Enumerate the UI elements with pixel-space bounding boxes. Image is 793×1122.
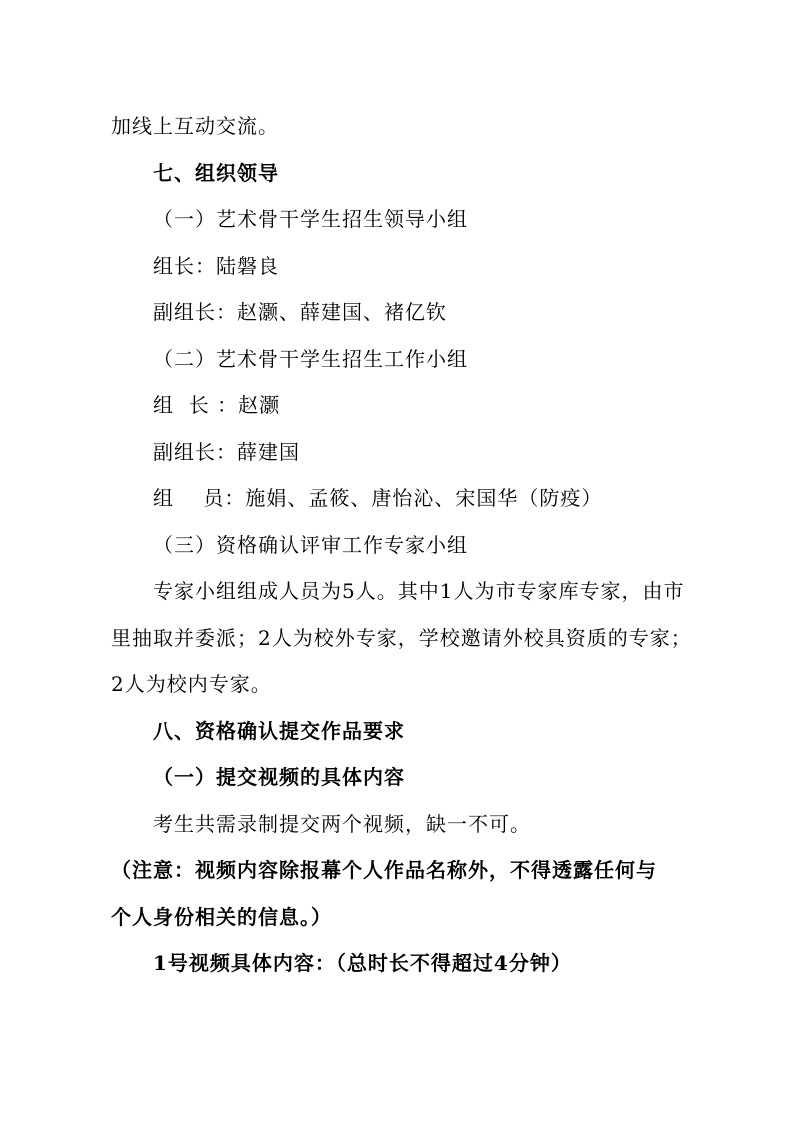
text-line-video-1-content: 1号视频具体内容：（总时长不得超过4分钟） bbox=[153, 951, 572, 975]
section-heading-submission-requirements: 八、资格确认提交作品要求 bbox=[153, 719, 405, 743]
text-line-group-leader: 组长：陆磐良 bbox=[153, 254, 279, 278]
subheading-expert-group: （三）资格确认评审工作专家小组 bbox=[153, 533, 468, 557]
text-line-expert-paragraph-3: 2人为校内专家。 bbox=[111, 672, 272, 696]
text-line-deputy-leaders: 副组长：赵灏、薛建国、褚亿钦 bbox=[153, 300, 447, 324]
text-line-continuation: 加线上互动交流。 bbox=[111, 114, 279, 138]
text-line-working-group-deputy: 副组长：薛建国 bbox=[153, 440, 300, 464]
subheading-leadership-group: （一）艺术骨干学生招生领导小组 bbox=[153, 207, 468, 231]
text-line-notice-2: 个人身份相关的信息。） bbox=[111, 905, 332, 929]
text-line-notice-1: （注意：视频内容除报幕个人作品名称外，不得透露任何与 bbox=[111, 858, 657, 882]
text-line-expert-paragraph-2: 里抽取并委派；2人为校外专家，学校邀请外校具资质的专家； bbox=[111, 626, 692, 650]
subheading-working-group: （二）艺术骨干学生招生工作小组 bbox=[153, 347, 468, 371]
subheading-video-content: （一）提交视频的具体内容 bbox=[153, 765, 405, 789]
text-line-expert-paragraph-1: 专家小组组成人员为5人。其中1人为市专家库专家，由市 bbox=[153, 579, 685, 603]
text-line-members: 组 员：施娟、孟筱、唐怡沁、宋国华（防疫） bbox=[153, 486, 603, 510]
text-line-video-requirement: 考生共需录制提交两个视频，缺一不可。 bbox=[153, 812, 531, 836]
text-line-working-group-leader: 组 长 ：赵灏 bbox=[153, 393, 281, 417]
section-heading-organization: 七、组织领导 bbox=[153, 161, 279, 185]
